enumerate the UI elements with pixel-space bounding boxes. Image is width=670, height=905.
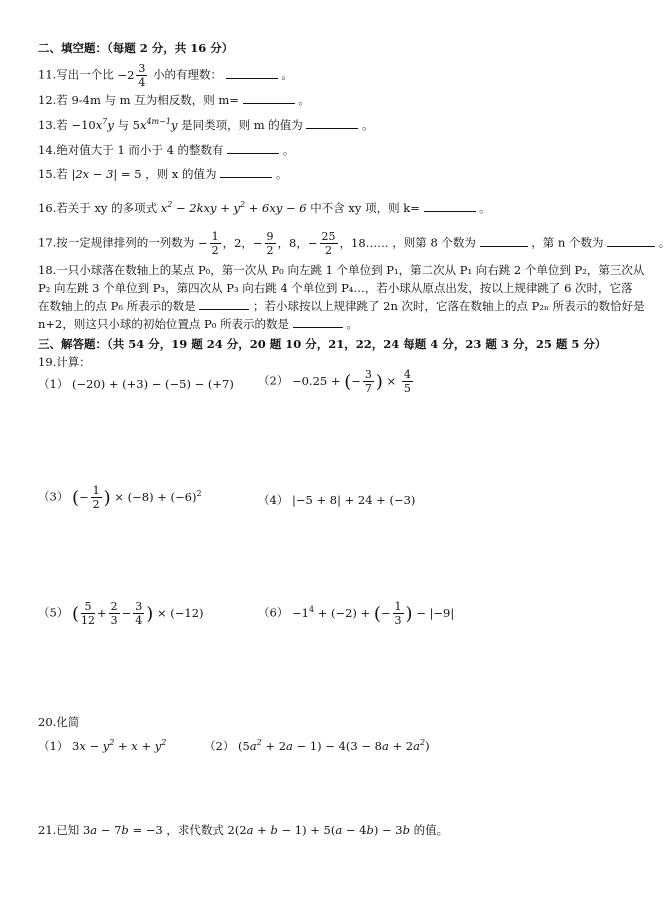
answer-blank[interactable] [227, 142, 279, 154]
question-12: 12.若 9-4m 与 m 互为相反数，则 m= 。 [38, 93, 310, 107]
answer-blank[interactable] [306, 117, 358, 129]
answer-blank[interactable] [220, 166, 272, 178]
question-21: 21.已知 3a − 7b = −3 ，求代数式 2(2a + b − 1) + 5(a − 4b) − 3b 的值。 [38, 823, 449, 837]
math-expression: $(5a^2 + 2a - 1) - 4(3 - 8a + 2a^2)$ [237, 738, 430, 753]
question-16: 16.若关于 xy 的多项式 $x^2 - 2kxy + y^2 + 6xy - 6$ 中不含 xy 项，则 k= 。 [38, 200, 491, 215]
question-18-line-2: P₂ 向左跳 3 个单位到 P₃，第四次从 P₃ 向右跳 4 个单位到 P₄…，若小球从原点出发，按以上规律跳了 6 次时，它落 [38, 281, 633, 295]
question-14: 14.绝对值大于 1 而小于 4 的整数有 。 [38, 143, 295, 157]
math-expression: $5x^{4m-1}y$ [132, 117, 178, 132]
section-title-solve: 三、解答题：（共 54 分，19 题 24 分，20 题 10 分，21，22，24 每题 4 分，23 题 3 分，25 题 5 分） [38, 337, 607, 351]
problem-20-2: （2） $(5a^2 + 2a - 1) - 4(3 - 8a + 2a^2)$ [204, 738, 430, 753]
question-18-line-1: 18.一只小球落在数轴上的某点 P₀，第一次从 P₀ 向左跳 1 个单位到 P₁，第二次从 P₁ 向右跳 2 个单位到 P₂，第三次从 [38, 263, 645, 277]
problem-19-3: （3） (− $\frac{1}{2}$ ) × $(-8) + (-6)^2$ [38, 484, 202, 511]
question-18-line-3: 在数轴上的点 P₆ 所表示的数是 ；若小球按以上规律跳了 2n 次时，它落在数轴上的点 P₂ₙ 所表示的数恰好是 [38, 299, 645, 313]
math-expression: 3a − 7b = −3 [82, 823, 163, 837]
math-sequence: − $\frac{1}{2}$ ，2，− $\frac{9}{2}$ ，8，− $\frac{25}{2}$ ，18…… [197, 230, 389, 257]
question-11: 11.写出一个比 −2 $\frac{3}{4}$ 小的有理数： 。 [38, 62, 293, 89]
problem-19-4: （4） |−5 + 8| + 24 + (−3) [258, 493, 416, 507]
section-title-fill-blank: 二、填空题：（每题 2 分，共 16 分） [38, 41, 234, 55]
problem-19-2: （2） −0.25 + (− $\frac{3}{7}$ ) × $\frac{4}{5}$ [258, 368, 415, 395]
math-expression: |−5 + 8| + 24 + (−3) [291, 493, 416, 507]
answer-blank[interactable] [243, 92, 295, 104]
math-expression: ( $\frac{5}{12}$ + $\frac{2}{3}$ − $\frac{3}{4}$ ) × (−12) [71, 600, 204, 627]
math-expression: −2 $\frac{3}{4}$ [117, 62, 146, 89]
answer-blank[interactable] [424, 200, 476, 212]
question-20-label: 20.化简 [38, 715, 80, 729]
question-18-line-4: n+2，则这只小球的初始位置点 P₀ 所表示的数是 。 [38, 317, 358, 331]
question-13: 13.若 $-10x^7y$ 与 $5x^{4m-1}y$ 是同类项，则 m 的值为 。 [38, 117, 374, 132]
question-15: 15.若 |2x − 3| = 5 ，则 x 的值为 。 [38, 167, 288, 181]
answer-blank[interactable] [480, 235, 528, 247]
question-17: 17.按一定规律排列的一列数为 − $\frac{1}{2}$ ，2，− $\frac{9}{2}$ ，8，− $\frac{25}{2}$ ，18…… ，则第 8 个数为 ，第 n 个数为 。 [38, 230, 670, 257]
answer-blank[interactable] [607, 235, 655, 247]
math-expression: (−20) + (+3) − (−5) − (+7) [71, 377, 234, 391]
problem-20-1: （1） $3x - y^2 + x + y^2$ [38, 738, 167, 753]
math-expression: |2x − 3| = 5 [71, 167, 142, 181]
math-expression: $-1^4 + (-2)$ + (− $\frac{1}{3}$ ) − |−9| [291, 600, 455, 627]
question-19-label: 19.计算： [38, 355, 91, 369]
answer-blank[interactable] [293, 316, 343, 328]
math-expression: (− $\frac{1}{2}$ ) × $(-8) + (-6)^2$ [71, 484, 202, 511]
answer-blank[interactable] [199, 298, 249, 310]
math-expression: 2(2a + b − 1) + 5(a − 4b) − 3b [227, 823, 410, 837]
problem-19-6: $(6) -1^4 + (-2)$ + (− $\frac{1}{3}$ ) − |−9| [258, 600, 455, 627]
math-expression: −0.25 + (− $\frac{3}{7}$ ) × $\frac{4}{5}$ [291, 368, 411, 395]
math-expression: $-10x^7y$ [71, 117, 114, 132]
problem-19-1: （1） (−20) + (+3) − (−5) − (+7) [38, 377, 234, 391]
math-expression: $x^2 - 2kxy + y^2 + 6xy - 6$ [160, 200, 307, 215]
answer-blank[interactable] [226, 67, 278, 79]
math-expression: $3x - y^2 + x + y^2$ [71, 738, 167, 753]
problem-19-5: （5） ( $\frac{5}{12}$ + $\frac{2}{3}$ − $\frac{3}{4}$ ) × (−12) [38, 600, 204, 627]
